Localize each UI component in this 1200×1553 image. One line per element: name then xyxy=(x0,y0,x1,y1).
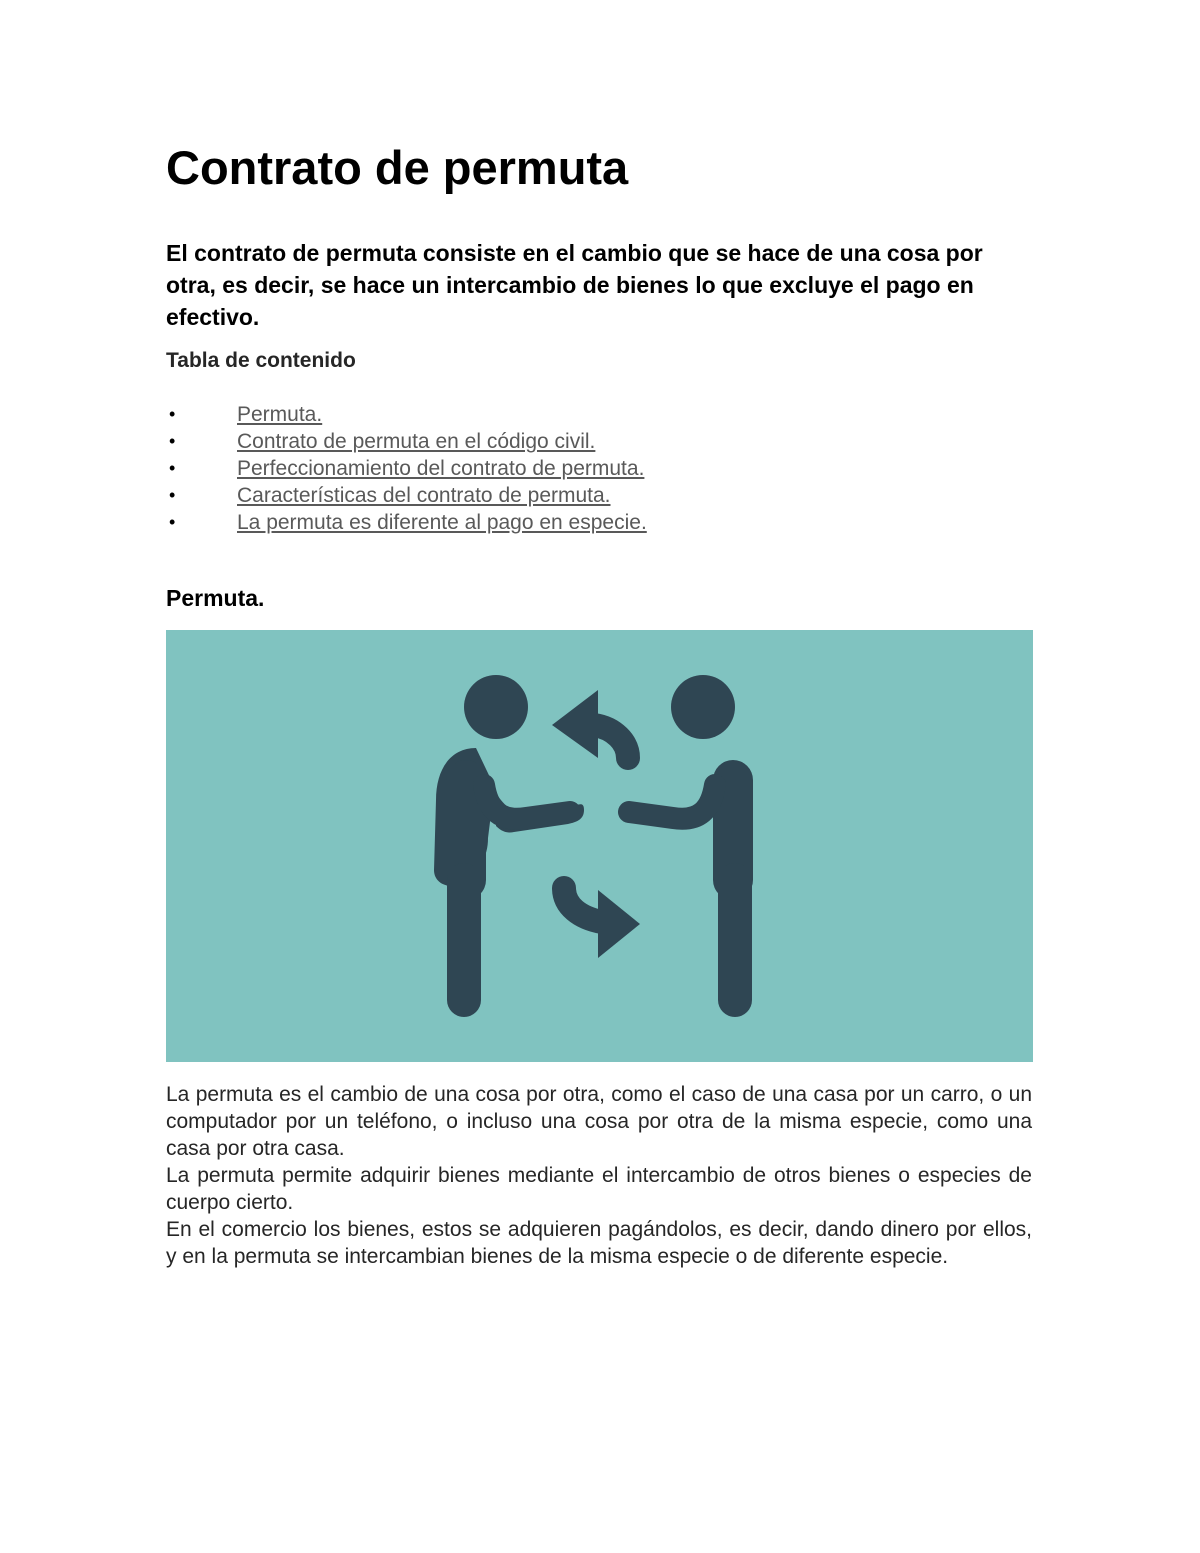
right-person-arm-icon xyxy=(629,785,715,819)
document-title: Contrato de permuta xyxy=(166,141,629,194)
toc-link-perfeccionamiento[interactable]: Perfeccionamiento del contrato de permuta. xyxy=(237,457,645,480)
section-heading-permuta: Permuta. xyxy=(166,585,265,611)
bullet-icon: • xyxy=(169,404,176,424)
bullet-icon: • xyxy=(169,458,176,478)
toc-link-codigo-civil[interactable]: Contrato de permuta en el código civil. xyxy=(237,430,596,453)
right-person-head-icon xyxy=(671,675,735,739)
toc-link-permuta[interactable]: Permuta. xyxy=(237,403,323,426)
exchange-people-icon xyxy=(166,630,1033,1062)
body-paragraph: La permuta es el cambio de una cosa por otra, como el caso de una casa por un carro, o un computador por un teléfono, o incluso una cosa por otra de la misma especie, como una casa por otra casa. xyxy=(166,1083,1032,1160)
bullet-icon: • xyxy=(169,485,176,505)
body-paragraph: En el comercio los bienes, estos se adquieren pagándolos, es decir, dando dinero por ellos, y en la permuta se intercambian bienes de la misma especie o de diferente especie. xyxy=(166,1218,1032,1268)
arrow-right-curved-icon xyxy=(564,888,602,922)
section-body xyxy=(166,1081,1032,1270)
bullet-icon: • xyxy=(169,431,176,451)
arrow-left-head-icon xyxy=(552,690,598,758)
bullet-icon: • xyxy=(169,512,176,532)
toc-link-pago-especie[interactable]: La permuta es diferente al pago en especie. xyxy=(237,511,647,534)
toc-heading: Tabla de contenido xyxy=(166,349,356,372)
lead-paragraph: El contrato de permuta consiste en el cambio que se hace de una cosa por otra, es decir, se hace un intercambio de bienes lo que excluye el pago en efectivo. xyxy=(166,240,983,330)
arrow-right-head-icon xyxy=(598,890,640,958)
body-paragraph: La permuta permite adquirir bienes mediante el intercambio de otros bienes o especies de cuerpo cierto. xyxy=(166,1164,1032,1214)
arrow-left-curved-icon xyxy=(594,725,628,758)
permuta-illustration xyxy=(166,630,1033,1062)
left-person-arm-icon xyxy=(484,785,570,819)
left-person-head-icon xyxy=(464,675,528,739)
toc-link-caracteristicas[interactable]: Características del contrato de permuta. xyxy=(237,484,611,507)
